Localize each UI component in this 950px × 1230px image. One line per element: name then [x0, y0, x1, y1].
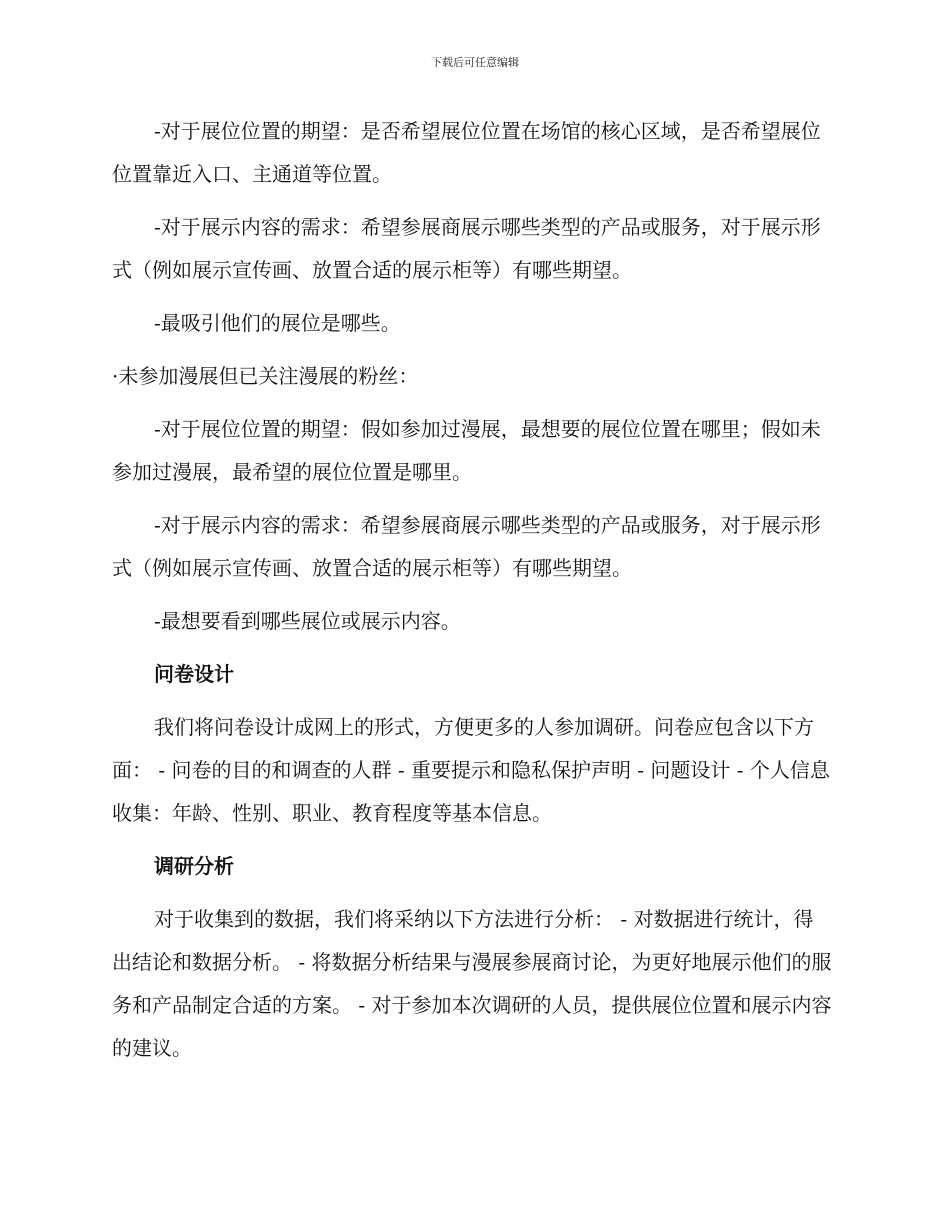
section-heading-questionnaire: 问卷设计	[154, 662, 234, 686]
paragraph-display-content-needs: -对于展示内容的需求：希望参展商展示哪些类型的产品或服务，对于展示形式（例如展示宣传画、放置合适的展示柜等）有哪些期望。	[112, 215, 821, 282]
paragraph-analysis-body: 对于收集到的数据，我们将采纳以下方法进行分析： - 对数据进行统计，得出结论和数据分析。 - 将数据分析结果与漫展参展商讨论，为更好地展示他们的服务和产品制定合适的方案。 - 对于参加本次调研的人员，提供展位位置和展示内容的建议。	[112, 907, 832, 1060]
header-note: 下载后可任意编辑	[431, 56, 519, 69]
paragraph-booth-location-expectation: -对于展位位置的期望：是否希望展位位置在场馆的核心区域，是否希望展位位置靠近入口、主通道等位置。	[112, 119, 821, 186]
paragraph-questionnaire-body: 我们将问卷设计成网上的形式，方便更多的人参加调研。问卷应包含以下方面： - 问卷的目的和调查的人群 - 重要提示和隐私保护声明 - 问题设计 - 个人信息收集：年龄、性别、职业、教育程度等基本信息。	[112, 715, 830, 825]
paragraph-non-attending-fans: ·未参加漫展但已关注漫展的粉丝：	[112, 364, 419, 388]
paragraph-most-attractive-booths: -最吸引他们的展位是哪些。	[154, 311, 401, 335]
paragraph-most-wanted-booths: -最想要看到哪些展位或展示内容。	[154, 609, 461, 633]
document-body	[112, 110, 832, 1080]
paragraph-fan-display-content-needs: -对于展示内容的需求：希望参展商展示哪些类型的产品或服务，对于展示形式（例如展示宣传画、放置合适的展示柜等）有哪些期望。	[112, 513, 821, 580]
section-heading-analysis: 调研分析	[154, 854, 234, 878]
paragraph-fan-booth-location-expectation: -对于展位位置的期望：假如参加过漫展，最想要的展位位置在哪里；假如未参加过漫展，最希望的展位位置是哪里。	[112, 417, 821, 484]
